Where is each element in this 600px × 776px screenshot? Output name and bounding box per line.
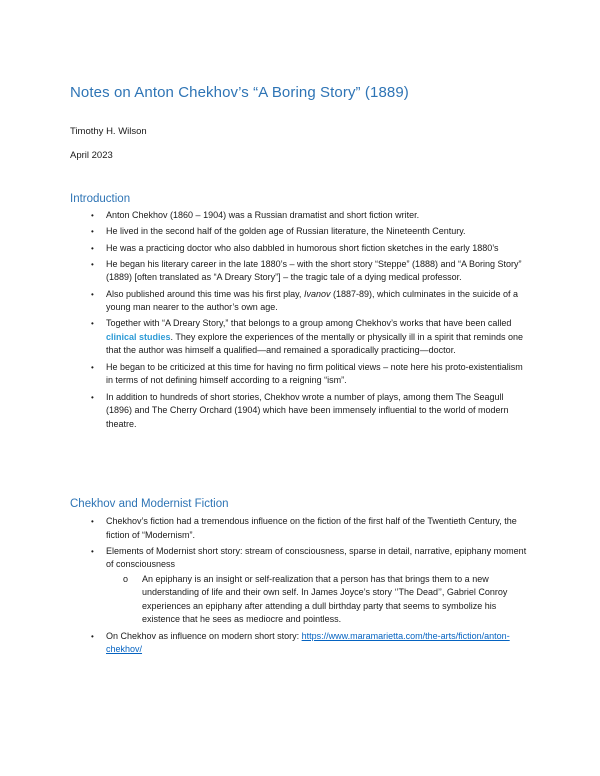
list-item-text-start: On Chekhov as influence on modern short story: [106, 630, 302, 641]
list-item-text: He began to be criticized at this time for having no firm political views – note here his proto-existentialism in terms of not defining himself according to a reigning “ism”. [106, 361, 523, 386]
bullet-icon: • [91, 211, 94, 220]
modernist-fiction-heading: Chekhov and Modernist Fiction [70, 498, 229, 510]
list-item-text: Elements of Modernist short story: stream of consciousness, sparse in detail, narrative, epiphany moment of consciousness [106, 545, 527, 570]
list-item-text: Chekhov’s fiction had a tremendous influence on the fiction of the first half of the Twentieth Century, the fiction of “Modernism”. [106, 516, 517, 540]
bullet-icon: • [91, 392, 94, 402]
bullet-icon: • [91, 319, 94, 329]
list-item [70, 225, 532, 239]
list-item [70, 545, 532, 627]
bullet-icon: • [91, 289, 94, 299]
chekhov-article-link[interactable]: https://www.maramarietta.com/the-arts/fiction/anton-chekhov/ [106, 630, 510, 655]
list-item [70, 515, 532, 542]
bullet-icon: • [91, 546, 94, 556]
document-title: Notes on Anton Chekhov’s “A Boring Story” (1889) [70, 84, 409, 101]
list-item-text: He began his literary career in the late 1880’s – with the short story “Steppe” (1888) and “A Boring Story” (1889) [often translated as “A Dreary Story”] – the tragic tale of a dying medical professor. [106, 258, 522, 283]
sub-bullet-icon: o [123, 573, 129, 584]
sub-list [106, 573, 532, 627]
sub-list-item [106, 573, 532, 627]
list-item-text: He lived in the second half of the golden age of Russian literature, the Nineteenth Century. [106, 226, 466, 237]
bullet-icon: • [91, 227, 94, 237]
list-item [70, 391, 532, 432]
list-item-text: In addition to hundreds of short stories, Chekhov wrote a number of plays, among them The Seagull (1896) and The Cherry Orchard (1904) which have been immensely influential to the world of modern theatre. [106, 391, 509, 429]
introduction-list [70, 209, 532, 434]
list-item [70, 317, 532, 358]
clinical-studies-link[interactable]: clinical studies [106, 331, 171, 342]
list-item-text-end: . They explore the experiences of the mentally or physically ill in a spirit that reminds one that the author was himself a qualified—and remained a sporadically practicing—doctor. [106, 331, 524, 356]
list-item-text-end: (1887-89), which culminates in the suicide of a young man nearer to the author’s own age. [106, 288, 519, 313]
modernist-fiction-list [70, 515, 532, 659]
list-item-text-start: Together with “A Dreary Story,” that belongs to a group among Chekhov’s works that have been called [106, 318, 512, 329]
list-item [70, 630, 532, 657]
list-item-text: Anton Chekhov (1860 – 1904) was a Russian dramatist and short fiction writer. [106, 210, 420, 220]
list-item [70, 258, 532, 285]
document-date: April 2023 [70, 150, 113, 161]
bullet-icon: • [91, 243, 94, 253]
bullet-icon: • [91, 631, 94, 641]
play-title-ivanov: Ivanov [303, 288, 331, 299]
list-item [70, 209, 532, 223]
list-item [70, 361, 532, 388]
bullet-icon: • [91, 259, 94, 269]
list-item [70, 242, 532, 256]
list-item-text-start: Also published around this time was his first play, [106, 288, 304, 299]
list-item-text: He was a practicing doctor who also dabbled in humorous short fiction sketches in the early 1880’s [106, 242, 499, 253]
author-name: Timothy H. Wilson [70, 126, 147, 137]
list-item [70, 288, 532, 315]
introduction-heading: Introduction [70, 193, 131, 205]
bullet-icon: • [91, 362, 94, 372]
sub-list-item-text: An epiphany is an insight or self-realization that a person has that brings them to a new understanding of life and their own self. In James Joyce’s story ‘’The Dead’’, Gabriel Conroy experiences an epiphany after attending a dull birthday party that seems to symbolize his existence that he sees as mediocre and pointless. [142, 573, 508, 625]
bullet-icon: • [91, 517, 94, 526]
